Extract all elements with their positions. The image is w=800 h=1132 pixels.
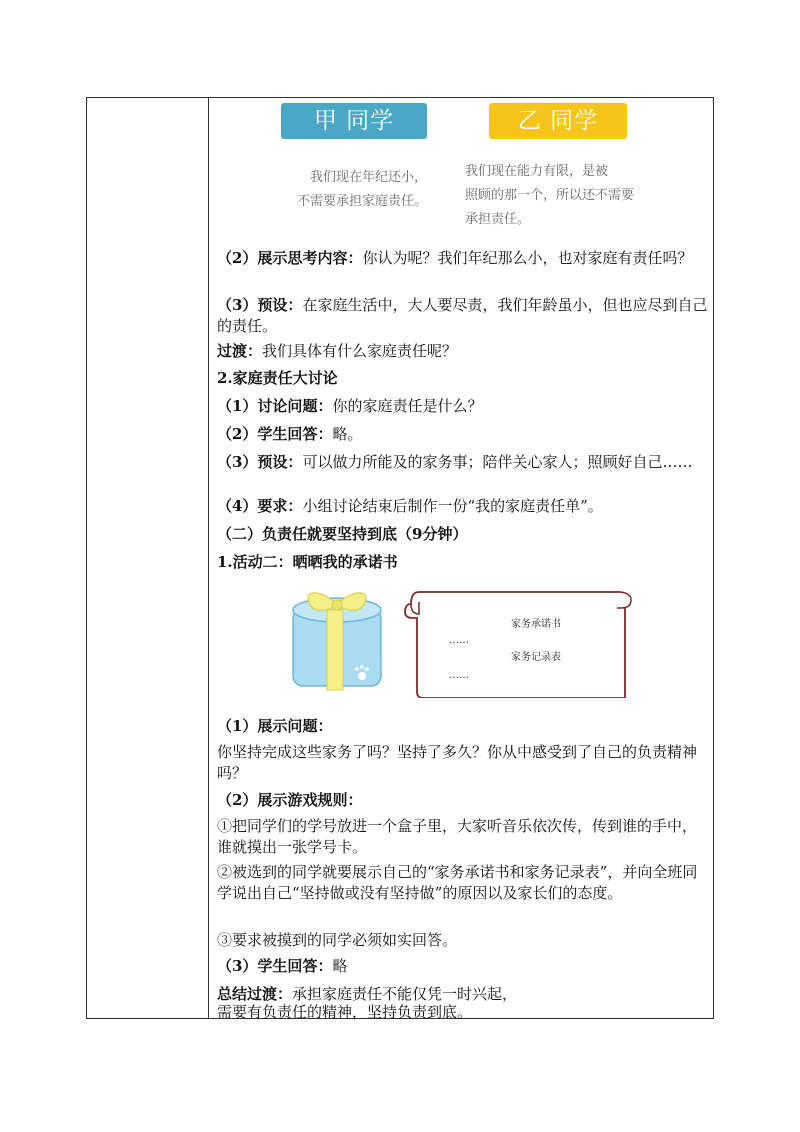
summary-text1: 承担家庭责任不能仅凭一时兴起， xyxy=(292,985,518,1003)
transition1-label: 过渡： xyxy=(217,342,263,360)
discussion-q3-label: （3）预设： xyxy=(217,453,303,471)
gift-box-illustration xyxy=(287,584,387,696)
q3-paragraph xyxy=(217,295,709,337)
student-b-tag: 乙 同学 xyxy=(489,103,627,139)
show-q2-label: （2）展示游戏规则： xyxy=(217,791,363,809)
transition1-text: 我们具体有什么家庭责任呢？ xyxy=(262,342,458,360)
part2-title: （二）负责任就要坚持到底（9分钟） xyxy=(217,525,468,543)
show-q1-label: （1）展示问题： xyxy=(217,717,333,735)
show-q3-label: （3）学生回答： xyxy=(217,957,333,975)
discussion-q1-text: 你的家庭责任是什么？ xyxy=(332,397,483,415)
student-a-tag: 甲 同学 xyxy=(281,103,427,139)
scroll-line1: 家务承诺书 xyxy=(511,619,561,630)
discussion-q4-text: 小组讨论结束后制作一份“我的家庭责任单”。 xyxy=(302,497,603,515)
summary-line2: 需要有负责任的精神，坚持负责到底。 xyxy=(217,1003,473,1021)
rule-2: ②被选到的同学就要展示自己的“家务承诺书和家务记录表”，并向全班同学说出自己“坚持做或没有坚持做”的原因以及家长们的态度。 xyxy=(217,863,698,902)
summary-label: 总结过渡： xyxy=(217,985,293,1003)
rule-1: ①把同学们的学号放进一个盒子里，大家听音乐依次传，传到谁的手中，谁就摸出一张学号卡。 xyxy=(217,817,698,856)
box-ribbon-vertical xyxy=(327,610,343,690)
discussion-q2-label: （2）学生回答： xyxy=(217,425,333,443)
q3-text: 在家庭生活中，大人要尽责，我们年龄虽小，但也应尽到自己的责任。 xyxy=(217,296,708,335)
show-q3 xyxy=(217,956,709,977)
discussion-q4 xyxy=(217,496,709,517)
discussion-q2 xyxy=(217,424,709,445)
lesson-table xyxy=(86,97,714,1019)
q3-label: （3）预设： xyxy=(217,296,303,314)
q2-paragraph xyxy=(217,248,709,269)
show-q1-text: 你坚持完成这些家务了吗？坚持了多久？你从中感受到了自己的负责精神吗？ xyxy=(217,743,698,782)
discussion-q1 xyxy=(217,396,709,417)
q2-label: （2）展示思考内容： xyxy=(217,249,363,267)
activity2-title: 1.活动二：晒晒我的承诺书 xyxy=(217,553,398,571)
scroll-line2: 家务记录表 xyxy=(511,652,561,663)
lesson-content xyxy=(217,98,708,1021)
scroll-body xyxy=(405,592,625,698)
show-q3-text: 略 xyxy=(332,957,348,975)
scroll-dots2: …… xyxy=(449,670,469,681)
student-a-quote: 我们现在年纪还小， 不需要承担家庭责任。 xyxy=(296,170,427,209)
discussion-q4-label: （4）要求： xyxy=(217,497,303,515)
scroll-dots1: …… xyxy=(449,635,469,646)
column-divider xyxy=(208,98,209,1018)
discussion-q2-text: 略。 xyxy=(332,425,363,443)
q2-text: 你认为呢？我们年纪那么小，也对家庭有责任吗？ xyxy=(362,249,693,267)
discussion-q1-label: （1）讨论问题： xyxy=(217,397,333,415)
bow-knot xyxy=(332,600,342,610)
rule-3: ③要求被摸到的同学必须如实回答。 xyxy=(217,931,458,949)
scroll-curl-right xyxy=(617,592,631,608)
section2-title: 2.家庭责任大讨论 xyxy=(217,369,338,387)
scroll-illustration xyxy=(403,588,633,698)
discussion-q3-text: 可以做力所能及的家务事；陪伴关心家人；照顾好自己…… xyxy=(302,453,693,471)
transition1-paragraph xyxy=(217,341,709,362)
discussion-q3 xyxy=(217,452,709,473)
student-b-quote: 我们现在能力有限，是被 照顾的那一个，所以还不需要 承担责任。 xyxy=(465,164,635,227)
